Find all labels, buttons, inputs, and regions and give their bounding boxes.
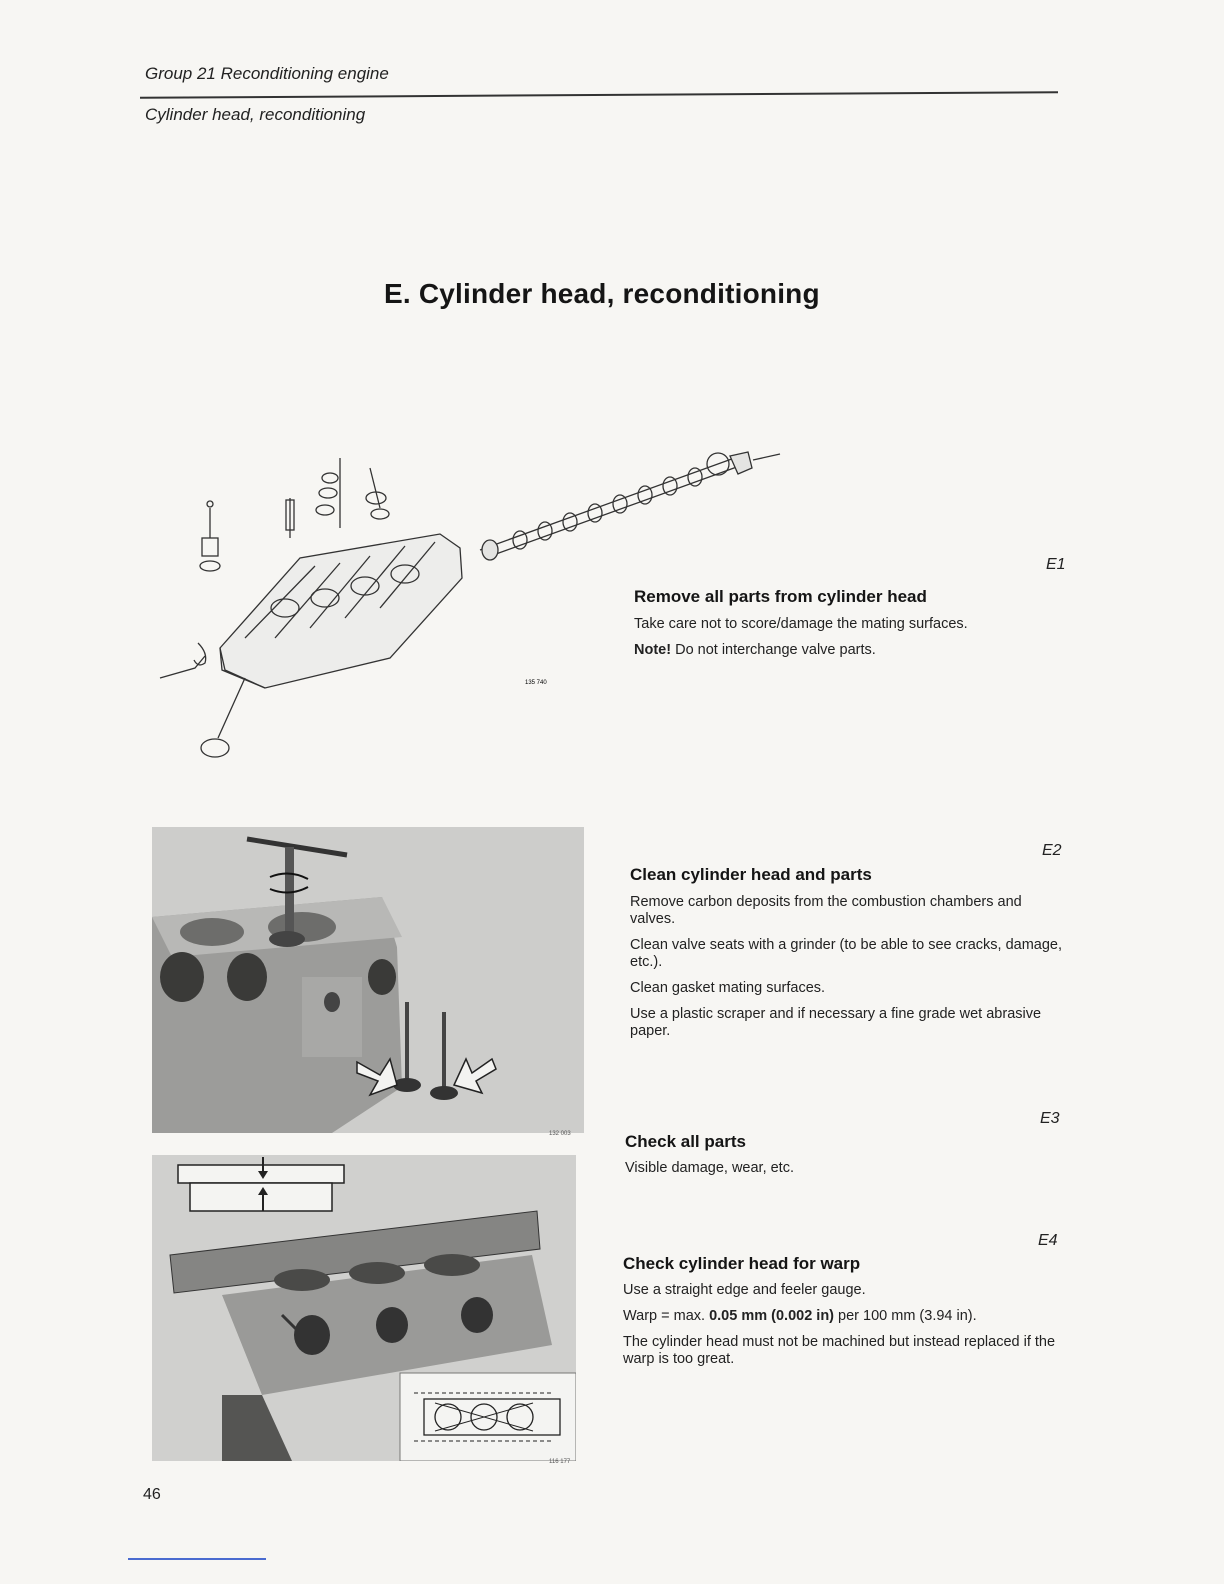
warp-spec — [623, 1308, 1061, 1325]
step-e3-title: Check all parts — [625, 1132, 746, 1151]
step-e4-final: The cylinder head must not be machined but instead replaced if the warp is too great. — [623, 1334, 1056, 1367]
page-title: E. Cylinder head, reconditioning — [384, 278, 820, 309]
page-number: 46 — [143, 1486, 161, 1503]
footer-rule — [128, 1558, 266, 1560]
step-e4-title: Check cylinder head for warp — [623, 1254, 861, 1273]
step-e1-note — [634, 642, 1064, 659]
step-e4-paragraph: Use a straight edge and feeler gauge. — [623, 1282, 866, 1298]
warp-value: 0.05 mm (0.002 in) — [709, 1308, 835, 1324]
note-label: Note! — [634, 642, 672, 658]
group-header: Group 21 Reconditioning engine — [145, 64, 389, 83]
step-e2-paragraph-4: Use a plastic scraper and if necessary a fine grade wet abrasive paper. — [630, 1006, 1042, 1039]
step-e4-id: E4 — [1038, 1232, 1058, 1249]
section-header: Cylinder head, reconditioning — [145, 105, 366, 124]
step-e2-paragraph-2: Clean valve seats with a grinder (to be able to see cracks, damage, etc.). — [630, 937, 1063, 970]
warp-suffix: per 100 mm (3.94 in). — [834, 1308, 977, 1324]
valve-grinding-photo — [152, 827, 584, 1133]
fig3-code: 116 177 — [549, 1459, 571, 1465]
warp-check-photo — [152, 1155, 576, 1461]
step-e1-paragraph: Take care not to score/damage the mating surfaces. — [634, 616, 968, 632]
step-e2-title: Clean cylinder head and parts — [630, 865, 872, 884]
step-e3-paragraph: Visible damage, wear, etc. — [625, 1160, 794, 1176]
fig2-code: 132 003 — [549, 1131, 571, 1137]
step-e1-title: Remove all parts from cylinder head — [634, 587, 927, 606]
note-text: Do not interchange valve parts. — [671, 642, 876, 658]
header-rule — [140, 91, 1058, 98]
step-e1-id: E1 — [1046, 556, 1066, 573]
step-e2-paragraph-1: Remove carbon deposits from the combustion chambers and valves. — [630, 894, 1022, 927]
step-e2-id: E2 — [1042, 842, 1062, 859]
fig1-code: 135 740 — [525, 680, 547, 686]
step-e3-id: E3 — [1040, 1110, 1060, 1127]
warp-prefix: Warp = max. — [623, 1308, 710, 1324]
step-e2-paragraph-3: Clean gasket mating surfaces. — [630, 980, 826, 996]
